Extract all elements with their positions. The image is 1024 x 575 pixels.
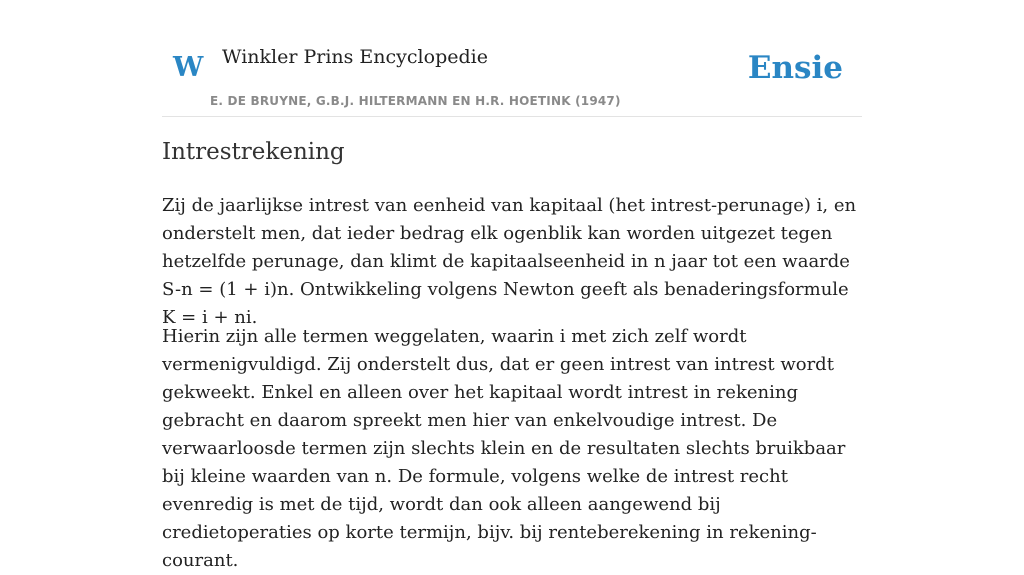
authors-line: E. DE BRUYNE, G.B.J. HILTERMANN EN H.R. HOETINK (1947)	[210, 94, 621, 108]
site-logo[interactable]: W	[173, 52, 204, 83]
article-paragraph-2: Hierin zijn alle termen weggelaten, waarin i met zich zelf wordt vermenigvuldigd. Zij onderstelt dus, dat er geen intrest van intrest wordt gekweekt. Enkel en alleen over het kapitaal wordt intrest in rekening gebracht en daarom spreekt men hier van enkelvoudige intrest. De verwaarloosde termen zijn slechts klein en de resultaten slechts bruikbaar bij kleine waarden van n. De formule, volgens welke de intrest recht evenredig is met de tijd, wordt dan ook alleen aangewend bij credietoperaties op korte termijn, bijv. bij renteberekening in rekening-courant.	[162, 326, 846, 571]
brand-logo[interactable]: Ensie	[747, 50, 843, 86]
article-paragraph-1: Zij de jaarlijkse intrest van eenheid van kapitaal (het intrest-perunage) i, en onderstelt men, dat ieder bedrag elk ogenblik kan worden uitgezet tegen hetzelfde perunage, dan klimt de kapitaalseenheid in n jaar tot een waarde S-n = (1 + i)n. Ontwikkeling volgens Newton geeft als benaderingsformule K = i + ni.	[162, 195, 857, 328]
page-container	[162, 0, 862, 571]
article-title: Intrestrekening	[162, 139, 345, 165]
site-title[interactable]: Winkler Prins Encyclopedie	[222, 46, 488, 68]
site-header	[162, 0, 862, 117]
